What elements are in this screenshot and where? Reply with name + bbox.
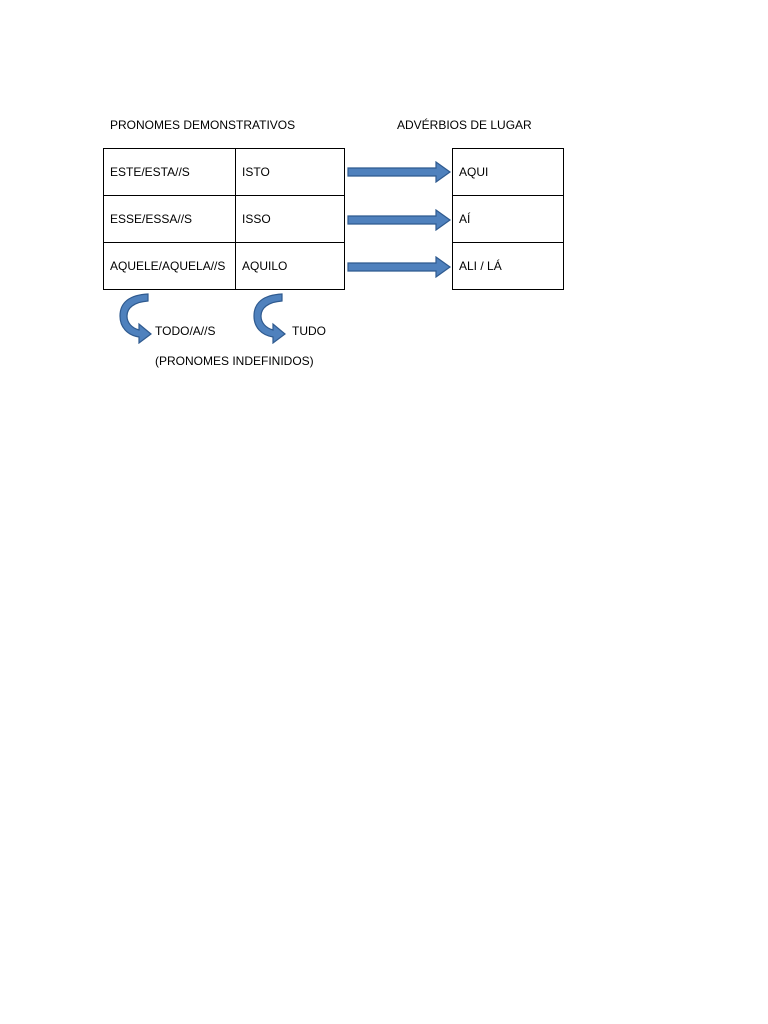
place-adverbs-table <box>452 148 564 290</box>
indefinite-variable-label: TODO/A//S <box>155 324 216 338</box>
demonstrative-pronouns-table <box>103 148 345 290</box>
curved-arrow-icon <box>248 292 288 344</box>
adverb-cell: AQUI <box>453 149 564 196</box>
pronoun-invariable-cell: AQUILO <box>236 243 345 290</box>
table-row <box>104 196 345 243</box>
pronoun-invariable-cell: ISTO <box>236 149 345 196</box>
pronoun-variable-cell: AQUELE/AQUELA//S <box>104 243 236 290</box>
adverb-cell: AÍ <box>453 196 564 243</box>
indefinite-invariable-label: TUDO <box>292 324 326 338</box>
table-row <box>104 243 345 290</box>
curved-arrow-icon <box>114 292 154 344</box>
right-arrow-icon <box>346 209 452 231</box>
table-row <box>453 149 564 196</box>
heading-demonstrative-pronouns: PRONOMES DEMONSTRATIVOS <box>110 118 296 132</box>
right-arrow-icon <box>346 161 452 183</box>
right-arrow-icon <box>346 256 452 278</box>
indefinite-pronouns-caption: (PRONOMES INDEFINIDOS) <box>155 354 314 368</box>
table-row <box>453 243 564 290</box>
pronoun-variable-cell: ESSE/ESSA//S <box>104 196 236 243</box>
pronoun-invariable-cell: ISSO <box>236 196 345 243</box>
pronoun-variable-cell: ESTE/ESTA//S <box>104 149 236 196</box>
table-row <box>453 196 564 243</box>
heading-place-adverbs: ADVÉRBIOS DE LUGAR <box>397 118 532 132</box>
adverb-cell: ALI / LÁ <box>453 243 564 290</box>
table-row <box>104 149 345 196</box>
